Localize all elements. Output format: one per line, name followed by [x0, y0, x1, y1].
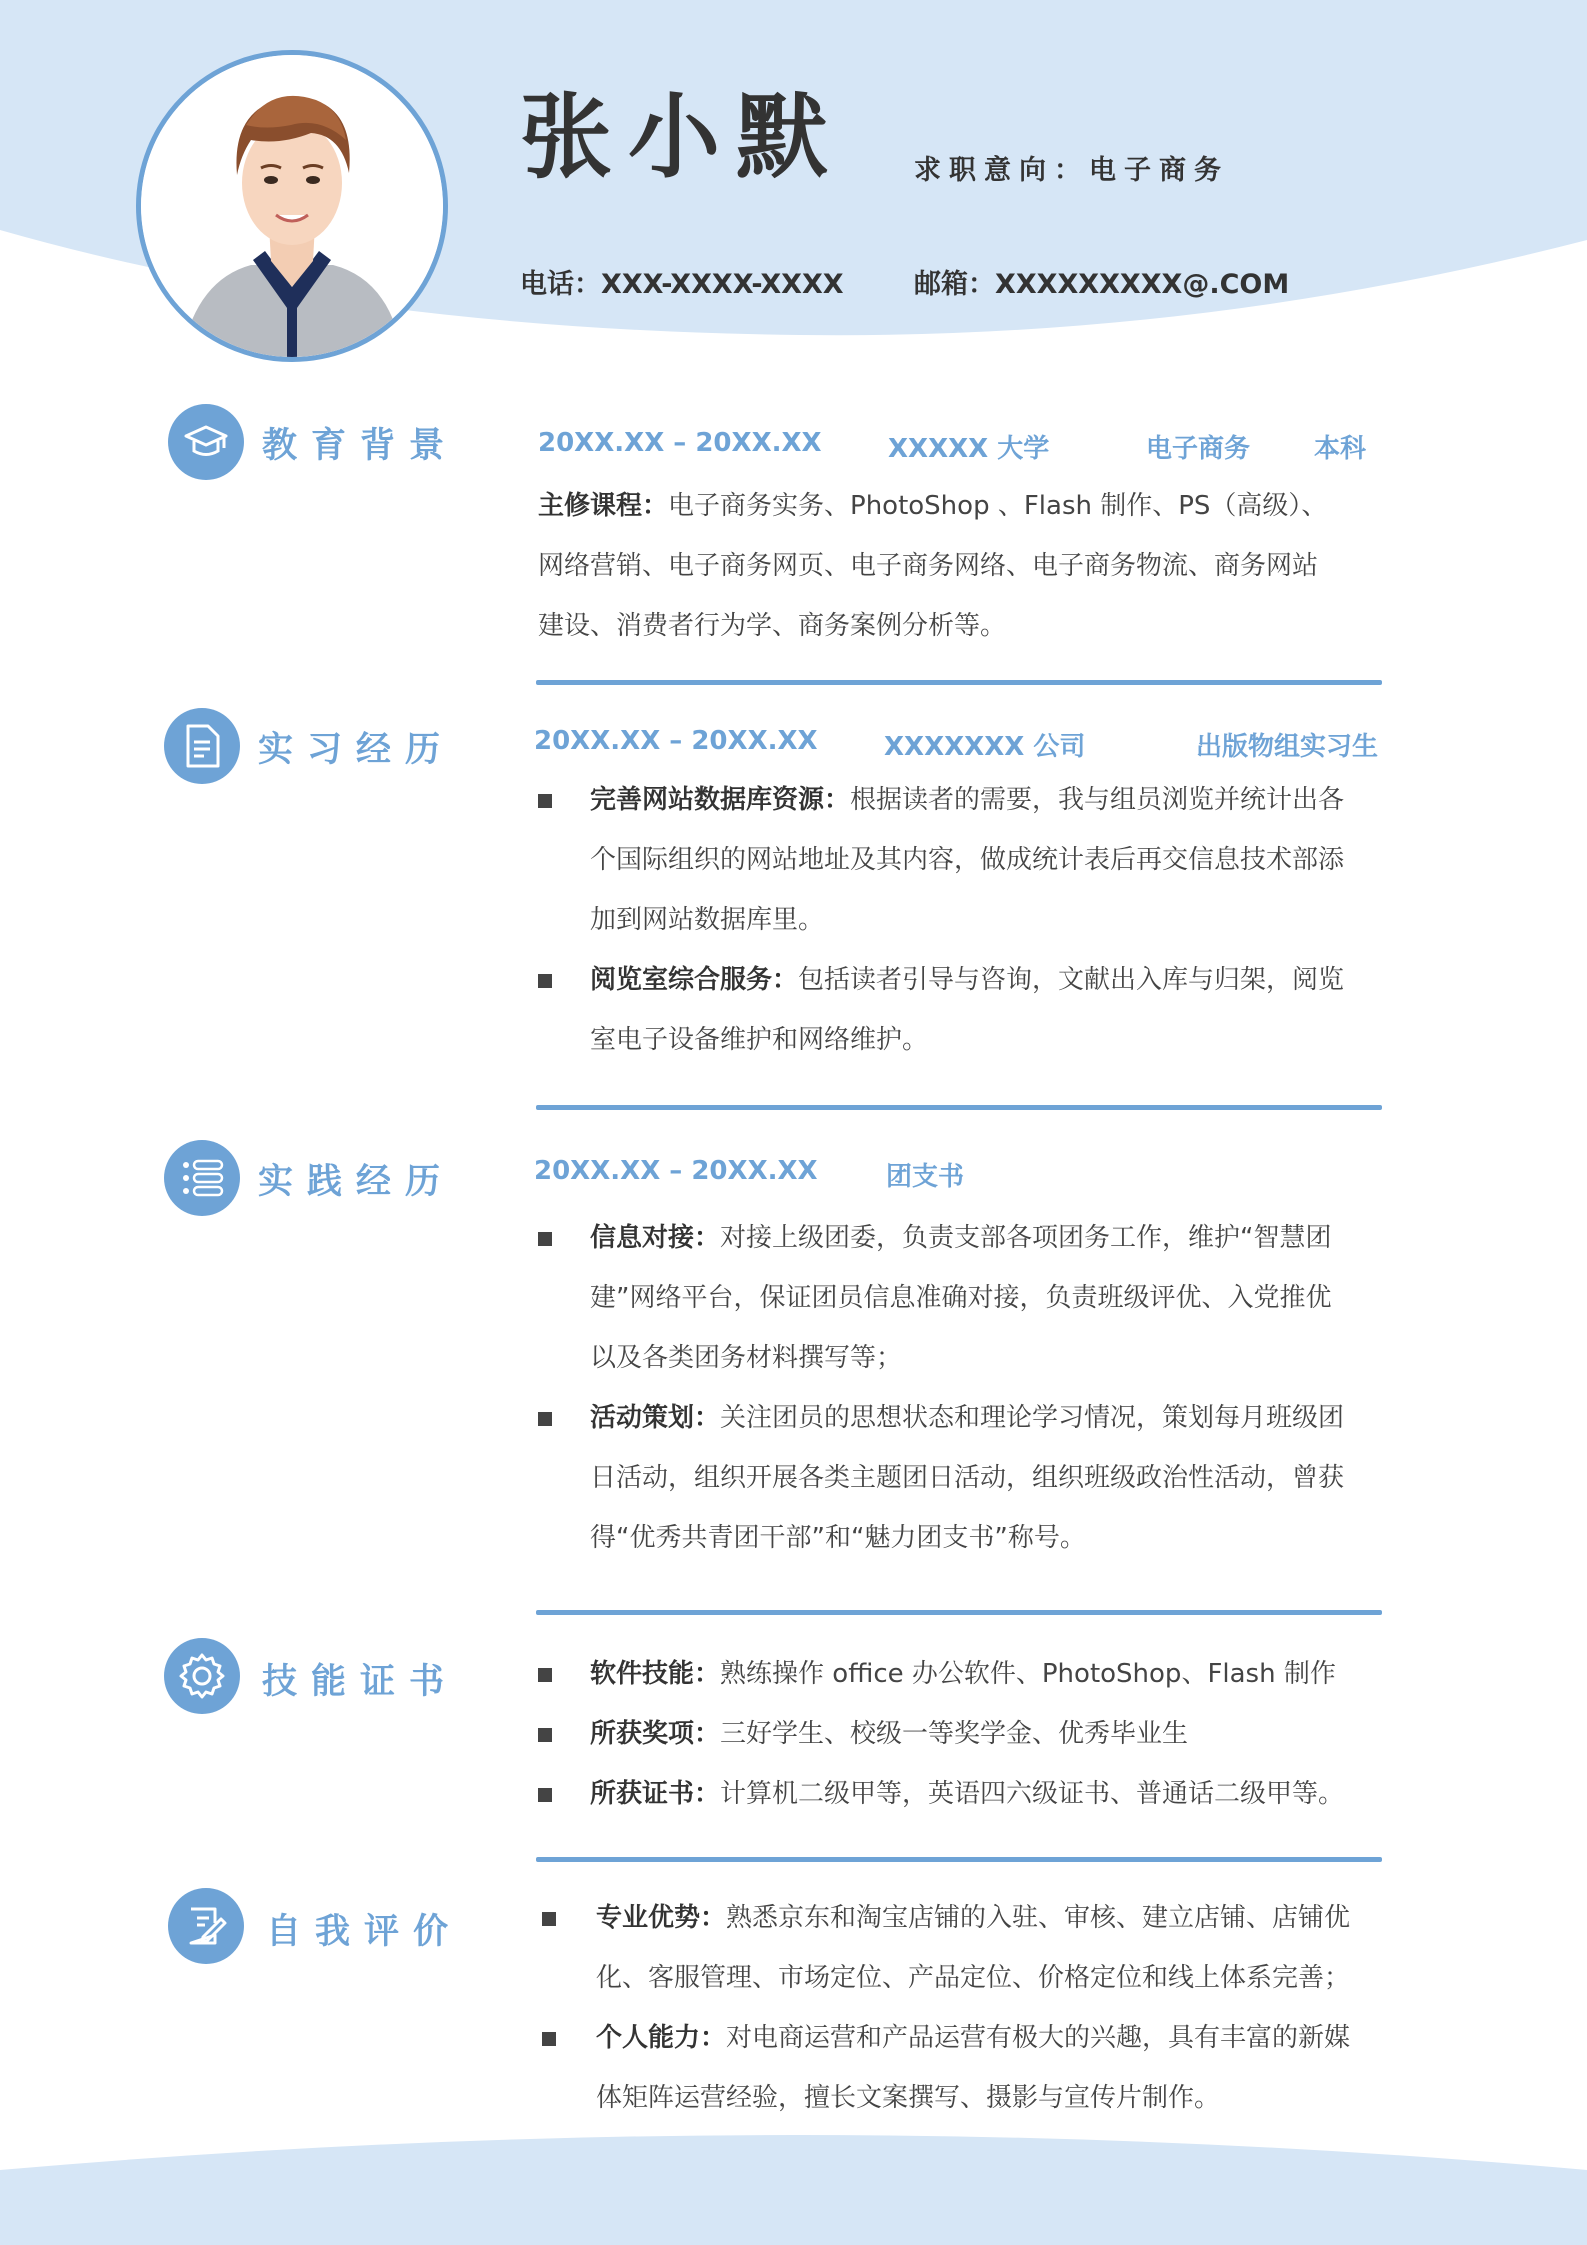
item-text: 计算机二级甲等，英语四六级证书、普通话二级甲等。	[720, 1779, 1345, 1809]
bullet	[542, 2032, 556, 2046]
courses-line: 建设、消费者行为学、商务案例分析等。	[538, 611, 1007, 641]
phone	[520, 262, 844, 301]
email-label: 邮箱：	[914, 269, 995, 300]
item-text: 熟练操作 office 办公软件、PhotoShop、Flash 制作	[720, 1659, 1336, 1689]
item-line: 体矩阵运营经验，擅长文案撰写、摄影与宣传片制作。	[596, 2083, 1221, 2113]
email	[914, 262, 1289, 301]
divider	[536, 1105, 1382, 1110]
item-label: 活动策划：	[590, 1403, 721, 1433]
internship-role: 出版物组实习生	[1196, 732, 1379, 762]
item-line: 建”网络平台，保证团员信息准确对接，负责班级评优、入党推优	[590, 1283, 1332, 1313]
document-icon	[164, 708, 240, 784]
item-label: 软件技能：	[590, 1659, 721, 1689]
skills-item-3	[590, 1764, 1430, 1824]
item-line: 个国际组织的网站地址及其内容，做成统计表后再交信息技术部添	[590, 845, 1345, 875]
practice-role: 团支书	[886, 1162, 965, 1192]
section-title-practice: 实践经历	[258, 1162, 455, 1202]
practice-item-2	[590, 1388, 1420, 1568]
divider	[536, 1610, 1382, 1615]
candidate-name: 张小默	[520, 84, 845, 191]
internship-item-1	[590, 770, 1420, 950]
section-title-education: 教育背景	[262, 426, 459, 466]
job-intent	[914, 148, 1229, 187]
item-label: 所获奖项：	[590, 1719, 721, 1749]
item-line: 以及各类团务材料撰写等；	[590, 1343, 903, 1373]
list-icon	[164, 1140, 240, 1216]
skills-item-2	[590, 1704, 1430, 1764]
email-value: XXXXXXXXX@.COM	[995, 269, 1290, 300]
bullet	[538, 1412, 552, 1426]
practice-item-1	[590, 1208, 1420, 1388]
internship-item-2	[590, 950, 1420, 1070]
gear-icon	[164, 1638, 240, 1714]
item-line: 室电子设备维护和网络维护。	[590, 1025, 929, 1055]
item-line: 对接上级团委，负责支部各项团务工作，维护“智慧团	[720, 1223, 1332, 1253]
bullet	[538, 1728, 552, 1742]
internship-date: 20XX.XX – 20XX.XX	[534, 726, 818, 756]
section-title-skills: 技能证书	[262, 1662, 459, 1702]
divider	[536, 1857, 1382, 1862]
education-degree: 本科	[1314, 434, 1367, 464]
avatar	[136, 50, 448, 362]
practice-date: 20XX.XX – 20XX.XX	[534, 1156, 818, 1186]
bullet	[538, 794, 552, 808]
phone-label: 电话：	[520, 269, 601, 300]
bullet	[542, 1912, 556, 1926]
courses-line: 网络营销、电子商务网页、电子商务网络、电子商务物流、商务网站	[538, 551, 1319, 581]
bullet	[538, 1232, 552, 1246]
edit-note-icon	[168, 1888, 244, 1964]
item-label: 个人能力：	[596, 2023, 727, 2053]
item-line: 根据读者的需要，我与组员浏览并统计出各	[850, 785, 1345, 815]
item-label: 阅览室综合服务：	[590, 965, 799, 995]
education-major: 电子商务	[1146, 434, 1251, 464]
bullet	[538, 1788, 552, 1802]
item-line: 对电商运营和产品运营有极大的兴趣，具有丰富的新媒	[726, 2023, 1351, 2053]
avatar-illustration	[141, 55, 443, 357]
job-intent-value: 电子商务	[1089, 155, 1229, 186]
footer-background	[0, 2120, 1587, 2245]
education-date: 20XX.XX – 20XX.XX	[538, 428, 822, 458]
education-school: XXXXX 大学	[888, 434, 1050, 464]
item-line: 包括读者引导与咨询，文献出入库与归架，阅览	[798, 965, 1345, 995]
divider	[536, 680, 1382, 685]
job-intent-label: 求职意向：	[914, 155, 1089, 186]
bullet	[538, 1668, 552, 1682]
item-label: 专业优势：	[596, 1903, 727, 1933]
item-line: 加到网站数据库里。	[590, 905, 825, 935]
courses-line: 电子商务实务、PhotoShop 、Flash 制作、PS（高级）、	[668, 491, 1328, 521]
skills-item-1	[590, 1644, 1430, 1704]
courses-label: 主修课程：	[538, 491, 669, 521]
education-courses	[538, 476, 1418, 656]
item-line: 关注团员的思想状态和理论学习情况，策划每月班级团	[720, 1403, 1345, 1433]
section-title-internship: 实习经历	[258, 730, 455, 770]
section-title-self-eval: 自我评价	[266, 1912, 463, 1952]
item-text: 三好学生、校级一等奖学金、优秀毕业生	[720, 1719, 1189, 1749]
item-label: 完善网站数据库资源：	[590, 785, 851, 815]
bullet	[538, 974, 552, 988]
self-eval-item-1	[596, 1888, 1426, 2008]
item-line: 日活动，组织开展各类主题团日活动，组织班级政治性活动，曾获	[590, 1463, 1345, 1493]
item-line: 熟悉京东和淘宝店铺的入驻、审核、建立店铺、店铺优	[726, 1903, 1351, 1933]
internship-company: XXXXXXX 公司	[884, 732, 1086, 762]
item-line: 化、客服管理、市场定位、产品定位、价格定位和线上体系完善；	[596, 1963, 1351, 1993]
item-label: 所获证书：	[590, 1779, 721, 1809]
item-label: 信息对接：	[590, 1223, 721, 1253]
self-eval-item-2	[596, 2008, 1426, 2128]
phone-value: XXX-XXXX-XXXX	[601, 269, 844, 300]
graduation-cap-icon	[168, 404, 244, 480]
item-line: 得“优秀共青团干部”和“魅力团支书”称号。	[590, 1523, 1086, 1553]
